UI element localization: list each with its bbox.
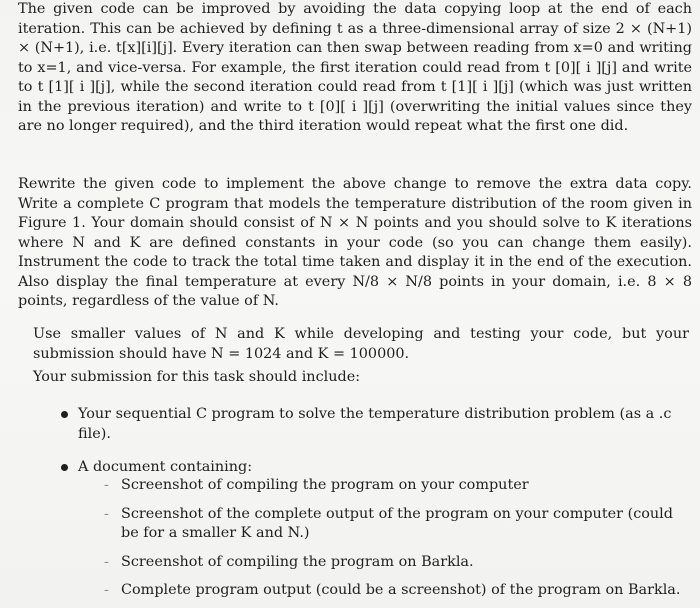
bullet-icon xyxy=(61,411,68,418)
bullet-icon xyxy=(61,464,68,471)
paragraph-submission-parameters: Use smaller values of N and K while developing and testing your code, but your submission should have N = 1024 and K = 100000. xyxy=(33,326,689,362)
list-item xyxy=(58,405,688,444)
paragraph-task-instructions: Rewrite the given code to implement the above change to remove the extra data copy. Write a complete C program that models the temperature distribution of the room given in Figure 1. Your domain should consist of N × N points and you should solve to K iterations where N and K are defined constants in your code (so you can change them easily). Instrument the code to track the total time taken and display it in the end of the execution. Also display the final temperature at every N/8 × N/8 points in your domain, i.e. 8 × 8 points, regardless of the value of N. xyxy=(18,176,692,309)
list-item xyxy=(58,458,688,478)
dash-icon: - xyxy=(104,477,109,493)
sub-item-text: Screenshot of compiling the program on Barkla. xyxy=(121,553,474,570)
sub-item-text: Screenshot of compiling the program on your computer xyxy=(121,477,529,493)
dash-icon: - xyxy=(104,505,109,522)
list-item xyxy=(104,505,688,544)
paragraph-array-swap-explanation: The given code can be improved by avoiding the data copying loop at the end of each iteration. This can be achieved by defining t as a three-dimensional array of size 2 × (N+1) × (N+1), i.e. t[x][i][j]. Every iteration can then swap between reading from x=0 and writing to x=1, and vice-versa. For example, the first iteration could read from t [0][ i ][j] and write to t [1][ i ][j], while the second iteration could read from t [1][ i ][j] (which was just written in the previous iteration) and write to t [0][ i ][j] (overwriting the initial values since they are no longer required), and the third iteration would repeat what the first one did. xyxy=(18,1,692,134)
paragraph-submission-intro: Your submission for this task should include: xyxy=(33,369,361,385)
sub-item-text: Screenshot of the complete output of the program on your computer (could be for a smaller K and N.) xyxy=(121,505,674,541)
sub-item-text: Complete program output (could be a screenshot) of the program on Barkla. xyxy=(121,582,681,598)
bullet-text: Your sequential C program to solve the temperature distribution problem (as a .c file). xyxy=(78,406,672,442)
document-contents-sublist xyxy=(104,476,688,610)
dash-icon: - xyxy=(104,553,109,570)
list-item xyxy=(104,553,688,573)
bullet-text: A document containing: xyxy=(78,459,253,475)
dash-icon: - xyxy=(104,582,109,598)
list-item xyxy=(104,476,688,496)
list-item xyxy=(104,581,688,601)
